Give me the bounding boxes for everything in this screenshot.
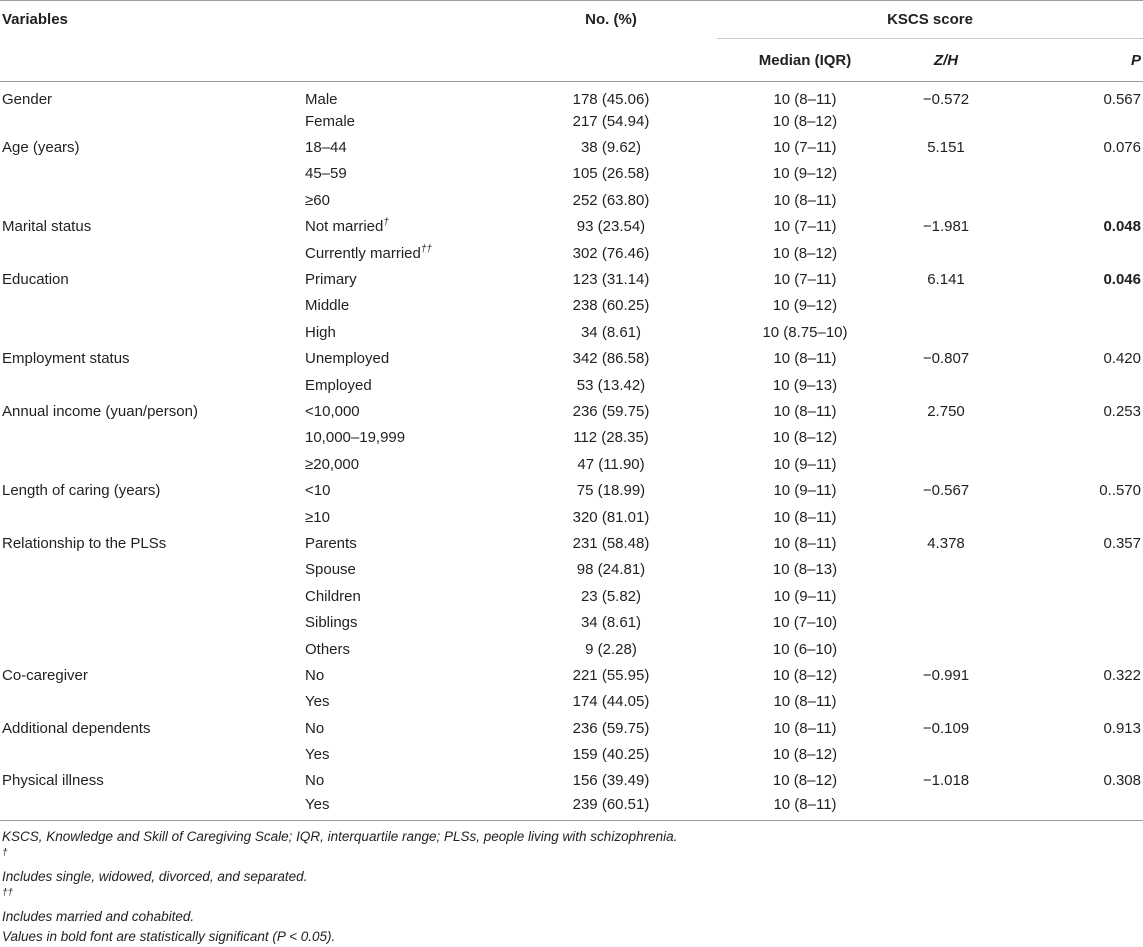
cell-median-iqr: 10 (8–11) — [773, 693, 837, 711]
cell-category: No — [305, 772, 325, 790]
cell-z-h — [893, 319, 999, 345]
cell-variable — [0, 161, 305, 187]
cell-category: Yes — [305, 746, 330, 764]
table-row — [0, 187, 1143, 213]
cell-variable — [0, 240, 305, 266]
cell-category: ≥20,000 — [305, 455, 360, 473]
cell-variable: Length of caring (years) — [2, 482, 161, 500]
table-row — [0, 477, 1143, 503]
cell-median-iqr: 10 (8–12) — [772, 429, 838, 447]
cell-median-iqr: 10 (8–11) — [773, 350, 837, 368]
cell-variable — [0, 557, 305, 583]
cell-p: 0.420 — [1103, 350, 1141, 368]
cell-median-iqr: 10 (7–10) — [772, 614, 838, 632]
cell-variable — [0, 504, 305, 530]
footnote-mark: †† — [420, 243, 432, 255]
cell-no-pct: 75 (18.99) — [576, 482, 646, 500]
cell-z-h — [893, 609, 999, 635]
cell-median-iqr: 10 (9–13) — [772, 376, 838, 394]
cell-variable — [0, 794, 305, 820]
cell-p — [999, 319, 1143, 345]
table-row — [0, 266, 1143, 292]
table-row — [0, 240, 1143, 266]
table-footnotes — [0, 827, 1143, 947]
cell-variable: Education — [2, 271, 69, 289]
cell-category: Employed — [305, 376, 372, 394]
cell-variable — [0, 689, 305, 715]
cell-no-pct: 221 (55.95) — [572, 666, 650, 684]
footnote-mark: † — [383, 217, 389, 229]
cell-category: Male — [305, 91, 338, 108]
cell-variable: Gender — [2, 91, 53, 108]
cell-category: Female — [305, 112, 356, 130]
cell-z-h: 4.378 — [927, 534, 965, 552]
cell-p — [999, 557, 1143, 583]
header-median-iqr: Median (IQR) — [758, 51, 852, 69]
cell-z-h: 2.750 — [927, 402, 965, 420]
cell-z-h — [893, 372, 999, 398]
cell-median-iqr: 10 (8–12) — [772, 666, 838, 684]
cell-z-h: 5.151 — [927, 139, 965, 157]
table-row — [0, 557, 1143, 583]
cell-p — [999, 689, 1143, 715]
cell-category: Parents — [305, 534, 357, 552]
cell-no-pct: 9 (2.28) — [585, 640, 637, 658]
cell-median-iqr: 10 (8–11) — [773, 534, 837, 552]
cell-category: Others — [305, 640, 351, 658]
cell-category: Spouse — [305, 561, 356, 579]
cell-variable: Employment status — [2, 350, 130, 368]
cell-variable: Annual income (yuan/person) — [2, 402, 198, 420]
cell-no-pct: 112 (28.35) — [573, 429, 649, 447]
cell-variable — [0, 636, 305, 662]
cell-category: Yes — [305, 693, 330, 711]
cell-category: Primary — [305, 271, 357, 289]
cell-z-h: −0.567 — [922, 482, 970, 500]
cell-p: 0.357 — [1103, 534, 1141, 552]
cell-p — [999, 451, 1143, 477]
table-row — [0, 689, 1143, 715]
cell-category: Yes — [305, 795, 330, 813]
cell-median-iqr: 10 (8–11) — [773, 719, 837, 737]
table-row — [0, 398, 1143, 424]
header-kscs-score: KSCS score — [717, 1, 1143, 39]
table-row — [0, 372, 1143, 398]
cell-no-pct: 159 (40.25) — [572, 746, 650, 764]
cell-median-iqr: 10 (8–11) — [773, 91, 837, 108]
cell-z-h — [893, 187, 999, 213]
cell-z-h — [893, 451, 999, 477]
cell-p — [999, 794, 1143, 820]
cell-no-pct: 174 (44.05) — [572, 693, 650, 711]
cell-median-iqr: 10 (8–12) — [772, 772, 838, 790]
cell-no-pct: 93 (23.54) — [576, 218, 646, 236]
cell-variable — [0, 451, 305, 477]
cell-median-iqr: 10 (7–11) — [773, 218, 837, 236]
cell-z-h — [893, 425, 999, 451]
cell-variable: Age (years) — [2, 139, 80, 157]
cell-median-iqr: 10 (9–11) — [773, 482, 837, 500]
cell-median-iqr: 10 (6–10) — [772, 640, 838, 658]
header-p: P — [1130, 51, 1141, 69]
cell-variable — [0, 293, 305, 319]
cell-z-h — [893, 504, 999, 530]
footnote-dagger-text: Includes single, widowed, divorced, and separated. — [2, 869, 308, 885]
cell-variable: Additional dependents — [2, 719, 151, 737]
cell-z-h — [893, 293, 999, 319]
cell-variable: Physical illness — [2, 772, 104, 790]
cell-z-h — [893, 108, 999, 134]
cell-no-pct: 342 (86.58) — [572, 350, 650, 368]
cell-z-h — [893, 794, 999, 820]
cell-p: 0.076 — [1103, 139, 1141, 157]
cell-z-h — [893, 636, 999, 662]
cell-category: <10,000 — [305, 402, 360, 420]
cell-no-pct: 156 (39.49) — [572, 772, 650, 790]
table-row — [0, 214, 1143, 240]
table-row — [0, 715, 1143, 741]
cell-no-pct: 105 (26.58) — [572, 165, 650, 183]
cell-z-h — [893, 741, 999, 767]
dagger-mark: † — [2, 847, 8, 859]
cell-no-pct: 178 (45.06) — [572, 91, 650, 108]
cell-median-iqr: 10 (8–11) — [773, 508, 837, 526]
cell-z-h: −0.572 — [922, 91, 970, 108]
cell-p: 0.048 — [1103, 218, 1141, 236]
cell-p — [999, 187, 1143, 213]
cell-no-pct: 47 (11.90) — [577, 455, 645, 473]
cell-p — [999, 161, 1143, 187]
table-body — [0, 82, 1143, 821]
cell-p — [999, 583, 1143, 609]
cell-median-iqr: 10 (9–11) — [773, 455, 837, 473]
cell-p: 0.253 — [1103, 402, 1141, 420]
cell-p — [999, 108, 1143, 134]
cell-variable — [0, 319, 305, 345]
cell-median-iqr: 10 (9–12) — [772, 165, 838, 183]
table-header — [0, 1, 1143, 82]
cell-z-h: −0.991 — [922, 666, 970, 684]
cell-no-pct: 53 (13.42) — [576, 376, 646, 394]
cell-category: ≥60 — [305, 191, 330, 209]
cell-p — [999, 504, 1143, 530]
cell-no-pct: 320 (81.01) — [572, 508, 650, 526]
cell-p: 0.567 — [1103, 91, 1141, 108]
table-row — [0, 319, 1143, 345]
cell-p: 0..570 — [1099, 482, 1141, 500]
table-row — [0, 636, 1143, 662]
cell-no-pct: 34 (8.61) — [580, 614, 642, 632]
table-row — [0, 794, 1143, 820]
cell-p: 0.308 — [1103, 772, 1141, 790]
cell-category: No — [305, 719, 325, 737]
footnote-abbreviations: KSCS, Knowledge and Skill of Caregiving Scale; IQR, interquartile range; PLSs, people living with schizophrenia. — [2, 829, 678, 845]
cell-z-h: −1.981 — [922, 218, 970, 236]
cell-z-h: −1.018 — [922, 772, 970, 790]
cell-category: Children — [305, 587, 361, 605]
cell-no-pct: 98 (24.81) — [576, 561, 646, 579]
cell-variable: Co-caregiver — [2, 666, 88, 684]
cell-no-pct: 231 (58.48) — [572, 534, 650, 552]
cell-no-pct: 252 (63.80) — [572, 191, 650, 209]
header-no-pct: No. (%) — [505, 1, 717, 39]
cell-median-iqr: 10 (8–12) — [772, 112, 838, 130]
cell-variable — [0, 609, 305, 635]
table-row — [0, 451, 1143, 477]
cell-category: Not married† — [305, 217, 389, 236]
cell-median-iqr: 10 (8–11) — [773, 795, 837, 813]
cell-category: No — [305, 666, 325, 684]
cell-median-iqr: 10 (8–11) — [773, 402, 837, 420]
cell-no-pct: 38 (9.62) — [580, 139, 642, 157]
table-row — [0, 741, 1143, 767]
cell-z-h — [893, 240, 999, 266]
cell-p — [999, 293, 1143, 319]
cell-category: Siblings — [305, 614, 358, 632]
cell-median-iqr: 10 (8–11) — [773, 191, 837, 209]
footnote-dagger — [0, 847, 1143, 887]
cell-category: Currently married†† — [305, 243, 432, 262]
table-row — [0, 293, 1143, 319]
table-row — [0, 583, 1143, 609]
cell-p: 0.913 — [1103, 719, 1141, 737]
cell-z-h — [893, 557, 999, 583]
cell-median-iqr: 10 (8–13) — [772, 561, 838, 579]
cell-z-h: −0.109 — [922, 719, 970, 737]
table-row — [0, 504, 1143, 530]
footnote-double-dagger-text: Includes married and cohabited. — [2, 909, 195, 925]
cell-variable: Relationship to the PLSs — [2, 534, 167, 552]
cell-category: High — [305, 323, 336, 341]
cell-category: ≥10 — [305, 508, 330, 526]
cell-no-pct: 236 (59.75) — [572, 719, 650, 737]
header-variables: Variables — [0, 1, 305, 39]
header-z-h: Z/H — [933, 51, 959, 69]
cell-z-h: −0.807 — [922, 350, 970, 368]
cell-no-pct: 23 (5.82) — [580, 587, 642, 605]
cell-variable — [0, 583, 305, 609]
cell-category: 45–59 — [305, 165, 347, 183]
cell-p: 0.322 — [1103, 666, 1141, 684]
table-row — [0, 609, 1143, 635]
double-dagger-mark: †† — [2, 887, 14, 899]
cell-z-h — [893, 689, 999, 715]
cell-variable — [0, 741, 305, 767]
cell-variable — [0, 108, 305, 134]
cell-z-h — [893, 583, 999, 609]
cell-median-iqr: 10 (8.75–10) — [762, 323, 848, 341]
cell-variable — [0, 187, 305, 213]
table-row — [0, 82, 1143, 109]
cell-category: 10,000–19,999 — [305, 429, 406, 447]
cell-category: Unemployed — [305, 350, 390, 368]
cell-category: <10 — [305, 482, 331, 500]
table-row — [0, 768, 1143, 794]
cell-variable — [0, 372, 305, 398]
cell-median-iqr: 10 (7–11) — [773, 139, 837, 157]
cell-z-h — [893, 161, 999, 187]
cell-no-pct: 34 (8.61) — [580, 323, 642, 341]
cell-no-pct: 123 (31.14) — [572, 271, 650, 289]
cell-p — [999, 636, 1143, 662]
cell-p — [999, 240, 1143, 266]
table-row — [0, 346, 1143, 372]
cell-no-pct: 217 (54.94) — [572, 112, 650, 130]
table-row — [0, 134, 1143, 160]
cell-median-iqr: 10 (9–12) — [772, 297, 838, 315]
footnote-double-dagger — [0, 887, 1143, 927]
cell-category: Middle — [305, 297, 350, 315]
cell-no-pct: 238 (60.25) — [572, 297, 650, 315]
cell-no-pct: 236 (59.75) — [572, 402, 650, 420]
table-row — [0, 161, 1143, 187]
cell-median-iqr: 10 (8–12) — [772, 746, 838, 764]
table-row — [0, 662, 1143, 688]
cell-median-iqr: 10 (9–11) — [773, 587, 837, 605]
cell-median-iqr: 10 (8–12) — [772, 244, 838, 262]
cell-category: 18–44 — [305, 139, 347, 157]
cell-median-iqr: 10 (7–11) — [773, 271, 837, 289]
cell-p — [999, 372, 1143, 398]
footnote-bold-note: Values in bold font are statistically significant (P < 0.05). — [2, 929, 336, 945]
table-row — [0, 530, 1143, 556]
cell-p: 0.046 — [1103, 271, 1141, 289]
cell-p — [999, 425, 1143, 451]
table-row — [0, 425, 1143, 451]
cell-z-h: 6.141 — [927, 271, 965, 289]
cell-variable: Marital status — [2, 218, 92, 236]
table-row — [0, 108, 1143, 134]
cell-variable — [0, 425, 305, 451]
cell-no-pct: 239 (60.51) — [572, 795, 650, 813]
cell-no-pct: 302 (76.46) — [572, 244, 650, 262]
cell-p — [999, 609, 1143, 635]
cell-p — [999, 741, 1143, 767]
